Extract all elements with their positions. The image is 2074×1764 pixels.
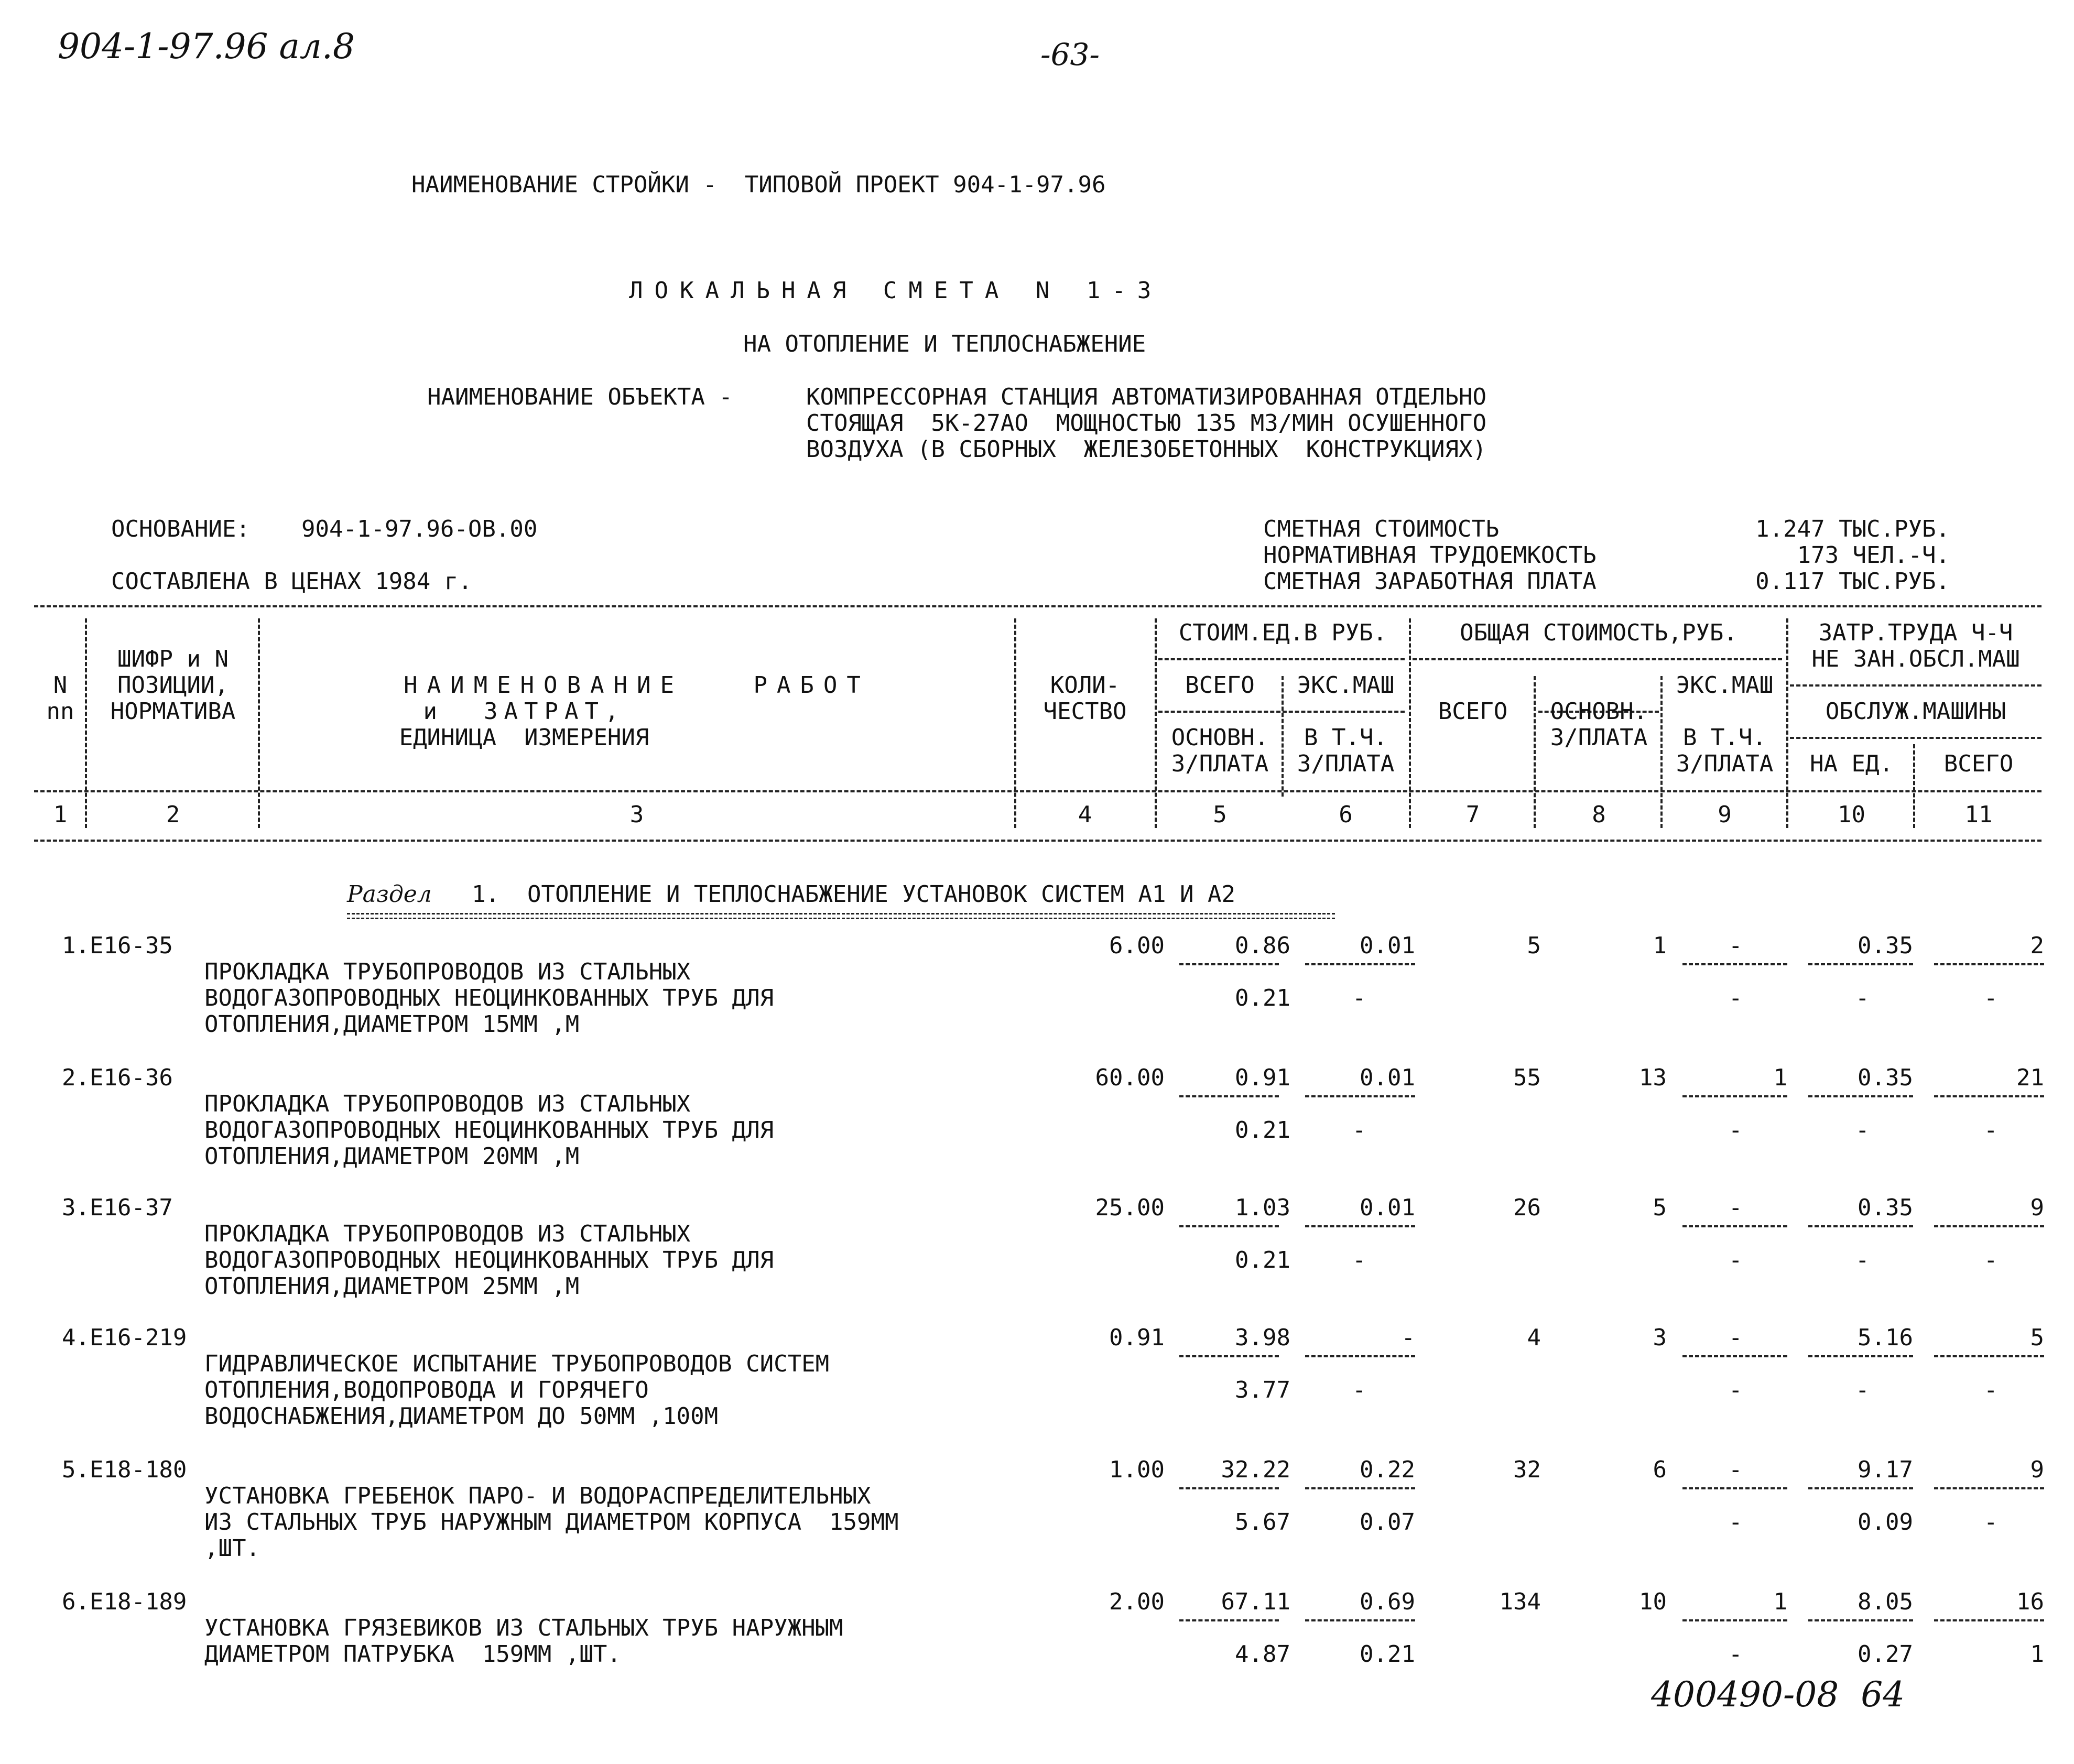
col-number: 4 [1078,801,1092,828]
document-subtitle: НА ОТОПЛЕНИЕ И ТЕПЛОСНАБЖЕНИЕ [743,331,1146,357]
row-labor-total: 16 [2016,1588,2044,1615]
row-description: УСТАНОВКА ГРЕБЕНОК ПАРО- И ВОДОРАСПРЕДЕЛИТЕЛЬНЫХ [204,1483,871,1509]
row-description: ОТОПЛЕНИЯ,ДИАМЕТРОМ 15ММ ,М [204,1011,580,1038]
table-header-rule [34,790,2042,792]
total-all-label: ВСЕГО [1438,698,1508,725]
summary-label-labor: НОРМАТИВНАЯ ТРУДОЕМКОСТЬ [1263,542,1597,569]
section-title: 1. ОТОПЛЕНИЕ И ТЕПЛОСНАБЖЕНИЕ УСТАНОВОК СИСТЕМ А1 И А2 [472,881,1235,908]
row-labor-total: 21 [2016,1064,2044,1091]
document-title: ЛОКАЛЬНАЯ СМЕТА N 1-3 [629,277,1163,304]
object-label: НАИМЕНОВАНИЕ ОБЪЕКТА - [427,384,733,410]
handwritten-archive-number: 400490-08 64 [1651,1674,1905,1715]
col-name-label: ЕДИНИЦА ИЗМЕРЕНИЯ [399,724,649,751]
row-service-total: - [1984,985,1998,1011]
object-line-3: ВОЗДУХА (В СБОРНЫХ ЖЕЛЕЗОБЕТОННЫХ КОНСТРУКЦИЯХ) [806,436,1487,463]
fraction-rule [1934,1355,2044,1357]
row-total-incl: - [1729,1641,1743,1668]
row-labor-per-unit: 5.16 [1858,1324,1913,1351]
labor-label: НЕ ЗАН.ОБСЛ.МАШ [1811,646,2020,672]
col-code-label: НОРМАТИВА [110,698,236,725]
row-description: ПРОКЛАДКА ТРУБОПРОВОДОВ ИЗ СТАЛЬНЫХ [204,1221,691,1247]
row-description: ВОДОГАЗОПРОВОДНЫХ НЕОЦИНКОВАННЫХ ТРУБ ДЛЯ [204,985,774,1011]
header-separator [1786,618,1788,828]
col-name-label: и ЗАТРАТ, [423,698,625,725]
fraction-rule [1934,1487,2044,1489]
row-code: 5.Е18-180 [62,1456,187,1483]
basis-value: 904-1-97.96-ОВ.00 [301,516,538,542]
row-service-per-unit: - [1855,985,1870,1011]
fraction-rule [1682,963,1787,965]
total-incl-label: З/ПЛАТА [1676,750,1774,777]
row-service-total: - [1984,1117,1998,1144]
row-total-base: 3 [1653,1324,1667,1351]
fraction-rule [1682,1619,1787,1621]
fraction-rule [1305,1487,1415,1489]
header-separator [1014,618,1016,828]
row-service-total: - [1984,1247,1998,1273]
row-unit-total: 1.03 [1235,1194,1290,1221]
col-number: 9 [1718,801,1732,828]
row-description: ПРОКЛАДКА ТРУБОПРОВОДОВ ИЗ СТАЛЬНЫХ [204,1091,691,1117]
page-number: -63- [1040,37,1100,72]
prices-note: СОСТАВЛЕНА В ЦЕНАХ 1984 г. [111,568,472,595]
object-line-1: КОМПРЕССОРНАЯ СТАНЦИЯ АВТОМАТИЗИРОВАННАЯ ОТДЕЛЬНО [806,384,1487,410]
row-labor-per-unit: 0.35 [1858,1064,1913,1091]
row-total-exc: 1 [1773,1064,1787,1091]
row-description: ОТОПЛЕНИЯ,ДИАМЕТРОМ 25ММ ,М [204,1273,580,1300]
col-number: 11 [1964,801,1993,828]
row-unit-base: 0.21 [1235,985,1290,1011]
summary-value-labor: 173 ЧЕЛ.-Ч. [1797,542,1950,569]
row-service-per-unit: 0.27 [1858,1641,1913,1668]
fraction-rule [1682,1487,1787,1489]
row-total: 4 [1527,1324,1541,1351]
fraction-rule [1808,963,1913,965]
row-unit-base: 0.21 [1235,1247,1290,1273]
fraction-rule [1179,1487,1279,1489]
row-unit-total: 67.11 [1221,1588,1290,1615]
labor-per-label: НА ЕД. [1810,750,1893,777]
fraction-rule [1808,1095,1913,1097]
row-labor-total: 5 [2030,1324,2044,1351]
construction-name: НАИМЕНОВАНИЕ СТРОЙКИ - ТИПОВОЙ ПРОЕКТ 904-1-97.96 [411,171,1106,198]
header-inner-rule [1158,658,1405,660]
row-total-exc: - [1729,1194,1743,1221]
header-separator [1534,676,1536,828]
fraction-rule [1808,1225,1913,1227]
col-name-label: НАИМЕНОВАНИЕ РАБОТ [404,672,870,699]
unit-cost-label: СТОИМ.ЕД.В РУБ. [1178,619,1387,646]
row-description: ОТОПЛЕНИЯ,ВОДОПРОВОДА И ГОРЯЧЕГО [204,1377,649,1403]
row-description: ВОДОСНАБЖЕНИЯ,ДИАМЕТРОМ ДО 50ММ ,100М [204,1403,719,1430]
row-total: 32 [1513,1456,1541,1483]
row-unit-exc: 0.01 [1360,1194,1415,1221]
fraction-rule [1305,963,1415,965]
basis-label: ОСНОВАНИЕ: [111,516,250,542]
row-unit-incl: - [1352,1377,1366,1403]
row-service-per-unit: 0.09 [1858,1509,1913,1536]
row-labor-total: 9 [2030,1194,2044,1221]
header-inner-rule [1158,711,1405,713]
col-n-label: nn [46,698,74,725]
row-service-total: - [1984,1377,1998,1403]
row-total-base: 1 [1653,932,1667,959]
unit-incl-label: З/ПЛАТА [1297,750,1395,777]
section-label: Раздел [347,881,432,908]
row-total-incl: - [1729,1117,1743,1144]
row-total-incl: - [1729,1509,1743,1536]
total-exc-label: ЭКС.МАШ [1676,672,1774,699]
col-number: 7 [1465,801,1480,828]
row-unit-base: 5.67 [1235,1509,1290,1536]
total-incl-label: В Т.Ч. [1683,724,1766,751]
row-quantity: 25.00 [1095,1194,1165,1221]
row-quantity: 60.00 [1095,1064,1165,1091]
row-unit-total: 3.98 [1235,1324,1290,1351]
row-service-total: 1 [2030,1641,2044,1668]
total-base-label: ОСНОВН. [1550,698,1648,725]
row-total-base: 13 [1639,1064,1667,1091]
fraction-rule [1179,1355,1279,1357]
header-separator [1660,676,1663,828]
col-number: 1 [53,801,68,828]
row-labor-per-unit: 0.35 [1858,1194,1913,1221]
col-number: 10 [1838,801,1865,828]
col-number: 3 [629,801,644,828]
unit-total-label: ВСЕГО [1185,672,1255,699]
fraction-rule [1682,1095,1787,1097]
row-code: 2.Е16-36 [62,1064,173,1091]
header-separator [85,618,87,828]
header-separator [1155,618,1157,828]
unit-exc-label: ЭКС.МАШ [1297,672,1395,699]
col-qty-label: ЧЕСТВО [1043,698,1127,725]
row-total-exc: - [1729,1456,1743,1483]
row-unit-total: 0.86 [1235,932,1290,959]
fraction-rule [1305,1619,1415,1621]
row-code: 1.Е16-35 [62,932,173,959]
row-unit-exc: - [1401,1324,1415,1351]
summary-value-wage: 0.117 ТЫС.РУБ. [1755,568,1950,595]
fraction-rule [1179,1225,1279,1227]
header-inner-rule [1413,658,1782,660]
fraction-rule [1179,963,1279,965]
fraction-rule [1179,1095,1279,1097]
row-unit-exc: 0.69 [1360,1588,1415,1615]
row-service-per-unit: - [1855,1247,1870,1273]
row-total-base: 6 [1653,1456,1667,1483]
row-unit-base: 0.21 [1235,1117,1290,1144]
unit-base-label: ОСНОВН. [1171,724,1269,751]
row-unit-exc: 0.01 [1360,932,1415,959]
row-total-base: 5 [1653,1194,1667,1221]
row-total: 5 [1527,932,1541,959]
row-unit-total: 32.22 [1221,1456,1290,1483]
unit-base-label: З/ПЛАТА [1171,750,1269,777]
fraction-rule [1934,1619,2044,1621]
row-unit-incl: - [1352,985,1366,1011]
row-description: УСТАНОВКА ГРЯЗЕВИКОВ ИЗ СТАЛЬНЫХ ТРУБ НАРУЖНЫМ [204,1615,843,1641]
row-code: 4.Е16-219 [62,1324,187,1351]
col-code-label: ШИФР и N [117,646,229,672]
row-description: ГИДРАВЛИЧЕСКОЕ ИСПЫТАНИЕ ТРУБОПРОВОДОВ СИСТЕМ [204,1351,830,1377]
row-service-per-unit: - [1855,1117,1870,1144]
header-separator [258,618,260,828]
row-total-incl: - [1729,985,1743,1011]
row-quantity: 1.00 [1109,1456,1165,1483]
row-unit-exc: 0.01 [1360,1064,1415,1091]
row-labor-per-unit: 9.17 [1858,1456,1913,1483]
fraction-rule [1305,1225,1415,1227]
col-qty-label: КОЛИ- [1050,672,1120,699]
row-labor-per-unit: 0.35 [1858,932,1913,959]
row-description: ВОДОГАЗОПРОВОДНЫХ НЕОЦИНКОВАННЫХ ТРУБ ДЛЯ [204,1247,774,1273]
col-number: 8 [1592,801,1606,828]
header-separator [1409,618,1411,828]
fraction-rule [1934,1095,2044,1097]
table-top-rule [34,605,2042,607]
row-unit-incl: 0.21 [1360,1641,1415,1668]
row-total: 26 [1513,1194,1541,1221]
row-description: ,ШТ. [204,1535,260,1562]
fraction-rule [1808,1355,1913,1357]
fraction-rule [1179,1619,1279,1621]
fraction-rule [1934,963,2044,965]
labor-label: ЗАТР.ТРУДА Ч-Ч [1818,619,2013,646]
total-cost-label: ОБЩАЯ СТОИМОСТЬ,РУБ. [1460,619,1738,646]
total-base-label: З/ПЛАТА [1550,724,1648,751]
fraction-rule [1305,1355,1415,1357]
labor-service-label: ОБСЛУЖ.МАШИНЫ [1825,698,2006,725]
fraction-rule [1934,1225,2044,1227]
fraction-rule [1682,1225,1787,1227]
fraction-rule [1808,1619,1913,1621]
row-quantity: 0.91 [1109,1324,1165,1351]
row-description: ВОДОГАЗОПРОВОДНЫХ НЕОЦИНКОВАННЫХ ТРУБ ДЛЯ [204,1117,774,1144]
row-total: 55 [1513,1064,1541,1091]
header-separator [1282,676,1284,797]
unit-incl-label: В Т.Ч. [1304,724,1387,751]
row-labor-total: 2 [2030,932,2044,959]
row-description: ОТОПЛЕНИЯ,ДИАМЕТРОМ 20ММ ,М [204,1143,580,1170]
row-labor-per-unit: 8.05 [1858,1588,1913,1615]
row-unit-base: 3.77 [1235,1377,1290,1403]
col-number: 5 [1213,801,1227,828]
col-code-label: ПОЗИЦИИ, [117,672,229,699]
labor-total-label: ВСЕГО [1943,750,2014,777]
fraction-rule [1682,1355,1787,1357]
row-total-exc: - [1729,1324,1743,1351]
row-total-incl: - [1729,1377,1743,1403]
fraction-rule [1808,1487,1913,1489]
row-code: 3.Е16-37 [62,1194,173,1221]
summary-label-wage: СМЕТНАЯ ЗАРАБОТНАЯ ПЛАТА [1263,568,1597,595]
row-quantity: 2.00 [1109,1588,1165,1615]
col-number: 2 [166,801,180,828]
row-service-total: - [1984,1509,1998,1536]
col-number: 6 [1339,801,1353,828]
summary-value-cost: 1.247 ТЫС.РУБ. [1755,516,1950,542]
summary-label-cost: СМЕТНАЯ СТОИМОСТЬ [1263,516,1500,542]
row-description: ПРОКЛАДКА ТРУБОПРОВОДОВ ИЗ СТАЛЬНЫХ [204,959,691,985]
row-unit-exc: 0.22 [1360,1456,1415,1483]
col-n-label: N [53,672,68,699]
header-inner-rule [1790,684,2042,687]
header-separator [1913,744,1915,828]
row-description: ИЗ СТАЛЬНЫХ ТРУБ НАРУЖНЫМ ДИАМЕТРОМ КОРПУСА 159ММ [204,1509,899,1536]
row-quantity: 6.00 [1109,932,1165,959]
fraction-rule [1305,1095,1415,1097]
row-code: 6.Е18-189 [62,1588,187,1615]
row-total-exc: - [1729,932,1743,959]
row-unit-total: 0.91 [1235,1064,1290,1091]
row-unit-incl: - [1352,1247,1366,1273]
row-unit-incl: - [1352,1117,1366,1144]
section-underline [347,913,1335,919]
row-service-per-unit: - [1855,1377,1870,1403]
handwritten-reference: 904-1-97.96 ал.8 [58,26,355,67]
row-unit-base: 4.87 [1235,1641,1290,1668]
row-total: 134 [1499,1588,1541,1615]
row-description: ДИАМЕТРОМ ПАТРУБКА 159ММ ,ШТ. [204,1641,621,1668]
row-total-exc: 1 [1773,1588,1787,1615]
row-total-incl: - [1729,1247,1743,1273]
row-labor-total: 9 [2030,1456,2044,1483]
object-line-2: СТОЯЩАЯ 5К-27АО МОЩНОСТЬЮ 135 М3/МИН ОСУШЕННОГО [806,410,1487,437]
row-total-base: 10 [1639,1588,1667,1615]
header-inner-rule [1790,737,2042,739]
row-unit-incl: 0.07 [1360,1509,1415,1536]
table-numbers-rule [34,840,2042,842]
